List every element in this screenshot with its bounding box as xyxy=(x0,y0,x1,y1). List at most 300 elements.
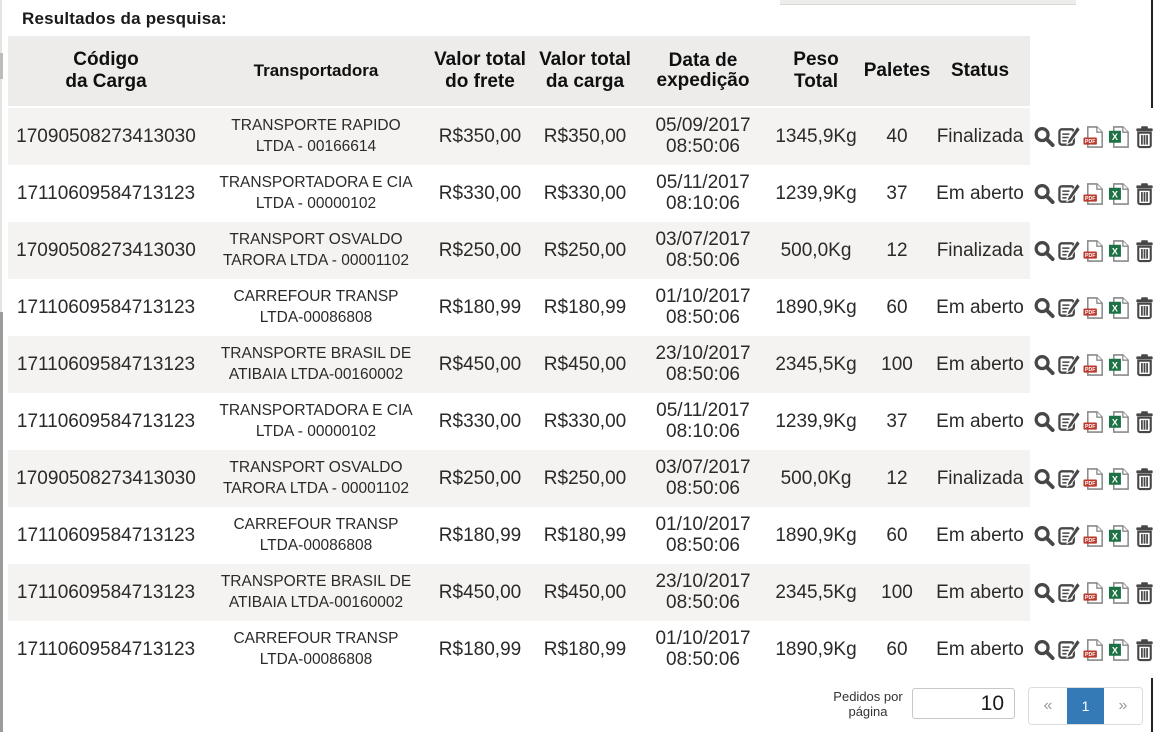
delete-button[interactable] xyxy=(1132,637,1156,663)
cell-paletes xyxy=(864,165,930,222)
magnifier-icon xyxy=(1033,353,1056,377)
peso-value: 1890,9Kg xyxy=(775,296,857,318)
col-header-line: do frete xyxy=(445,71,515,92)
export-excel-button[interactable] xyxy=(1107,295,1131,321)
col-header-peso-total xyxy=(768,36,864,106)
paletes-value: 40 xyxy=(886,125,908,147)
cell-valor-frete xyxy=(428,621,532,678)
data-expedicao-date: 23/10/2017 xyxy=(655,343,751,365)
pdf-file-icon xyxy=(1083,125,1106,149)
col-header-line: da carga xyxy=(545,71,625,92)
table-row xyxy=(8,621,1156,678)
data-expedicao-time: 08:50:06 xyxy=(666,477,740,499)
status-value: Finalizada xyxy=(936,239,1024,261)
edit-button[interactable] xyxy=(1057,238,1081,264)
cell-status xyxy=(930,621,1030,678)
peso-value: 1890,9Kg xyxy=(775,638,857,660)
view-button[interactable] xyxy=(1032,523,1056,549)
cell-peso-total xyxy=(768,108,864,165)
cell-status xyxy=(930,393,1030,450)
magnifier-icon xyxy=(1033,125,1056,149)
cell-status xyxy=(930,108,1030,165)
svg-text:PDF: PDF xyxy=(1084,252,1095,259)
transportadora-line2: LTDA-00086808 xyxy=(259,308,373,326)
peso-value: 1239,9Kg xyxy=(775,410,857,432)
status-value: Em aberto xyxy=(936,353,1024,375)
top-panel-edge xyxy=(780,0,1076,5)
cell-peso-total xyxy=(768,450,864,507)
codigo-value: 17110609584713123 xyxy=(16,353,196,375)
peso-value: 2345,5Kg xyxy=(775,353,857,375)
export-pdf-button[interactable] xyxy=(1082,352,1106,378)
delete-button[interactable] xyxy=(1132,523,1156,549)
col-header-data-expedicao xyxy=(638,36,768,106)
col-header-line: Valor total xyxy=(434,48,526,70)
pagination-page-1-button[interactable]: 1 xyxy=(1067,688,1104,724)
export-excel-button[interactable] xyxy=(1107,466,1131,492)
transportadora-line2: ATIBAIA LTDA-00160002 xyxy=(228,365,404,383)
edit-note-pencil-icon xyxy=(1058,638,1081,662)
export-pdf-button[interactable] xyxy=(1082,181,1106,207)
paletes-value: 100 xyxy=(881,353,913,375)
cell-status xyxy=(930,279,1030,336)
cell-transportadora xyxy=(204,393,428,450)
pdf-file-icon xyxy=(1083,296,1106,320)
cell-codigo xyxy=(8,336,204,393)
excel-file-icon xyxy=(1108,353,1131,377)
export-excel-button[interactable] xyxy=(1107,352,1131,378)
data-expedicao-date: 03/07/2017 xyxy=(655,457,751,479)
valor-frete-value: R$250,00 xyxy=(438,467,522,489)
codigo-value: 17090508273413030 xyxy=(16,125,196,147)
transportadora-line2: LTDA-00086808 xyxy=(259,650,373,668)
peso-value: 500,0Kg xyxy=(780,239,852,261)
trash-icon xyxy=(1133,239,1156,263)
cell-valor-frete xyxy=(428,393,532,450)
delete-button[interactable] xyxy=(1132,409,1156,435)
table-row xyxy=(8,108,1156,165)
excel-file-icon xyxy=(1108,638,1131,662)
edit-note-pencil-icon xyxy=(1058,353,1081,377)
valor-frete-value: R$180,99 xyxy=(438,524,522,546)
status-value: Em aberto xyxy=(936,296,1024,318)
valor-frete-value: R$330,00 xyxy=(438,410,522,432)
peso-value: 1890,9Kg xyxy=(775,524,857,546)
view-button[interactable] xyxy=(1032,295,1056,321)
transportadora-line1: TRANSPORTADORA E CIA xyxy=(219,402,413,420)
view-button[interactable] xyxy=(1032,238,1056,264)
status-value: Em aberto xyxy=(936,638,1024,660)
table-row xyxy=(8,165,1156,222)
data-expedicao-date: 03/07/2017 xyxy=(655,229,751,251)
cell-data-expedicao xyxy=(638,222,768,279)
cell-actions xyxy=(1030,108,1156,165)
transportadora-line2: TARORA LTDA - 00001102 xyxy=(222,479,410,497)
edit-button[interactable] xyxy=(1057,523,1081,549)
cell-actions xyxy=(1030,507,1156,564)
cell-transportadora xyxy=(204,165,428,222)
table-row xyxy=(8,279,1156,336)
table-row xyxy=(8,222,1156,279)
cell-valor-carga xyxy=(532,336,638,393)
export-excel-button[interactable] xyxy=(1107,580,1131,606)
transportadora-line1: CARREFOUR TRANSP xyxy=(233,516,399,534)
edit-button[interactable] xyxy=(1057,352,1081,378)
table-body xyxy=(8,108,1156,678)
cell-valor-carga xyxy=(532,222,638,279)
transportadora-line1: TRANSPORT OSVALDO xyxy=(229,459,403,477)
view-button[interactable] xyxy=(1032,580,1056,606)
delete-button[interactable] xyxy=(1132,352,1156,378)
trash-icon xyxy=(1133,296,1156,320)
view-button[interactable] xyxy=(1032,466,1056,492)
paletes-value: 12 xyxy=(886,467,908,489)
valor-carga-value: R$180,99 xyxy=(543,296,627,318)
data-expedicao-date: 01/10/2017 xyxy=(655,286,751,308)
cell-paletes xyxy=(864,621,930,678)
export-excel-button[interactable] xyxy=(1107,181,1131,207)
export-pdf-button[interactable] xyxy=(1082,637,1106,663)
transportadora-line2: ATIBAIA LTDA-00160002 xyxy=(228,593,404,611)
cell-valor-frete xyxy=(428,108,532,165)
data-expedicao-date: 05/11/2017 xyxy=(656,172,750,194)
cell-valor-carga xyxy=(532,450,638,507)
magnifier-icon xyxy=(1033,182,1056,206)
delete-button[interactable] xyxy=(1132,124,1156,150)
status-value: Em aberto xyxy=(936,581,1024,603)
export-excel-button[interactable] xyxy=(1107,409,1131,435)
excel-file-icon xyxy=(1108,410,1131,434)
col-header-valor-carga xyxy=(532,36,638,106)
svg-text:PDF: PDF xyxy=(1084,651,1095,658)
delete-button[interactable] xyxy=(1132,238,1156,264)
export-excel-button[interactable] xyxy=(1107,637,1131,663)
edit-button[interactable] xyxy=(1057,580,1081,606)
paletes-value: 60 xyxy=(886,638,908,660)
codigo-value: 17110609584713123 xyxy=(16,410,196,432)
excel-file-icon xyxy=(1108,581,1131,605)
pagination-next-button[interactable]: » xyxy=(1104,688,1142,724)
table-row xyxy=(8,393,1156,450)
cell-codigo xyxy=(8,222,204,279)
cell-actions xyxy=(1030,279,1156,336)
col-header-codigo xyxy=(8,36,204,106)
status-value: Finalizada xyxy=(936,125,1024,147)
data-expedicao-date: 05/09/2017 xyxy=(655,115,751,137)
status-value: Em aberto xyxy=(936,524,1024,546)
delete-button[interactable] xyxy=(1132,580,1156,606)
valor-carga-value: R$330,00 xyxy=(543,182,627,204)
trash-icon xyxy=(1133,467,1156,491)
valor-frete-value: R$250,00 xyxy=(438,239,522,261)
view-button[interactable] xyxy=(1032,409,1056,435)
pdf-file-icon xyxy=(1083,239,1106,263)
trash-icon xyxy=(1133,410,1156,434)
results-table xyxy=(8,36,1156,678)
excel-file-icon xyxy=(1108,125,1131,149)
trash-icon xyxy=(1133,524,1156,548)
pagination xyxy=(1028,687,1143,725)
col-header-line: Transportadora xyxy=(253,60,379,80)
table-row xyxy=(8,564,1156,621)
svg-text:PDF: PDF xyxy=(1084,594,1095,601)
svg-text:X: X xyxy=(1111,416,1118,427)
per-page-label-line1: Pedidos por xyxy=(833,689,903,704)
data-expedicao-time: 08:50:06 xyxy=(666,363,740,385)
codigo-value: 17110609584713123 xyxy=(16,524,196,546)
export-pdf-button[interactable] xyxy=(1082,523,1106,549)
cell-actions xyxy=(1030,165,1156,222)
edit-button[interactable] xyxy=(1057,637,1081,663)
cell-valor-frete xyxy=(428,564,532,621)
valor-carga-value: R$250,00 xyxy=(543,239,627,261)
cell-status xyxy=(930,336,1030,393)
view-button[interactable] xyxy=(1032,124,1056,150)
magnifier-icon xyxy=(1033,524,1056,548)
cell-transportadora xyxy=(204,108,428,165)
cell-actions xyxy=(1030,222,1156,279)
svg-text:X: X xyxy=(1111,473,1118,484)
cell-transportadora xyxy=(204,507,428,564)
data-expedicao-time: 08:50:06 xyxy=(666,534,740,556)
table-row xyxy=(8,336,1156,393)
trash-icon xyxy=(1133,638,1156,662)
cell-valor-frete xyxy=(428,450,532,507)
col-header-line: Valor total xyxy=(539,48,631,70)
valor-carga-value: R$250,00 xyxy=(543,467,627,489)
export-pdf-button[interactable] xyxy=(1082,580,1106,606)
export-excel-button[interactable] xyxy=(1107,523,1131,549)
svg-text:X: X xyxy=(1111,359,1118,370)
edit-button[interactable] xyxy=(1057,295,1081,321)
export-pdf-button[interactable] xyxy=(1082,124,1106,150)
paletes-value: 37 xyxy=(886,182,908,204)
trash-icon xyxy=(1133,125,1156,149)
export-pdf-button[interactable] xyxy=(1082,238,1106,264)
codigo-value: 17090508273413030 xyxy=(16,467,196,489)
pdf-file-icon xyxy=(1083,182,1106,206)
cell-paletes xyxy=(864,108,930,165)
col-header-paletes xyxy=(864,36,930,106)
valor-carga-value: R$350,00 xyxy=(543,125,627,147)
cell-valor-carga xyxy=(532,621,638,678)
cell-status xyxy=(930,564,1030,621)
cell-valor-frete xyxy=(428,507,532,564)
magnifier-icon xyxy=(1033,296,1056,320)
cell-paletes xyxy=(864,336,930,393)
delete-button[interactable] xyxy=(1132,181,1156,207)
cell-valor-frete xyxy=(428,222,532,279)
cell-valor-carga xyxy=(532,393,638,450)
transportadora-line2: LTDA - 00000102 xyxy=(255,422,377,440)
codigo-value: 17110609584713123 xyxy=(16,638,196,660)
data-expedicao-time: 08:50:06 xyxy=(666,306,740,328)
pdf-file-icon xyxy=(1083,353,1106,377)
delete-button[interactable] xyxy=(1132,466,1156,492)
per-page-label xyxy=(826,690,910,720)
pdf-file-icon xyxy=(1083,581,1106,605)
cell-valor-carga xyxy=(532,507,638,564)
cell-valor-carga xyxy=(532,108,638,165)
cell-actions xyxy=(1030,336,1156,393)
transportadora-line1: CARREFOUR TRANSP xyxy=(233,630,399,648)
cell-status xyxy=(930,450,1030,507)
col-header-line: Data de xyxy=(668,49,738,71)
transportadora-line2: LTDA - 00166614 xyxy=(255,137,377,155)
cell-transportadora xyxy=(204,564,428,621)
data-expedicao-date: 01/10/2017 xyxy=(655,514,751,536)
transportadora-line2: TARORA LTDA - 00001102 xyxy=(222,251,410,269)
transportadora-line1: TRANSPORT OSVALDO xyxy=(229,231,403,249)
valor-frete-value: R$330,00 xyxy=(438,182,522,204)
transportadora-line1: TRANSPORTE BRASIL DE xyxy=(220,345,412,363)
cell-valor-carga xyxy=(532,279,638,336)
svg-text:PDF: PDF xyxy=(1084,537,1095,544)
magnifier-icon xyxy=(1033,239,1056,263)
col-header-line: Paletes xyxy=(863,59,931,81)
cell-data-expedicao xyxy=(638,621,768,678)
svg-text:PDF: PDF xyxy=(1084,366,1095,373)
left-scrollbar-notch xyxy=(0,53,3,79)
edit-button[interactable] xyxy=(1057,124,1081,150)
data-expedicao-time: 08:50:06 xyxy=(666,249,740,271)
cell-codigo xyxy=(8,450,204,507)
svg-text:PDF: PDF xyxy=(1084,309,1095,316)
cell-actions xyxy=(1030,393,1156,450)
cell-transportadora xyxy=(204,222,428,279)
data-expedicao-date: 23/10/2017 xyxy=(655,571,751,593)
export-excel-button[interactable] xyxy=(1107,238,1131,264)
edit-note-pencil-icon xyxy=(1058,410,1081,434)
col-header-transportadora xyxy=(204,36,428,106)
cell-data-expedicao xyxy=(638,108,768,165)
cell-status xyxy=(930,165,1030,222)
pdf-file-icon xyxy=(1083,524,1106,548)
valor-frete-value: R$450,00 xyxy=(438,353,522,375)
peso-value: 2345,5Kg xyxy=(775,581,857,603)
valor-frete-value: R$350,00 xyxy=(438,125,522,147)
codigo-value: 17090508273413030 xyxy=(16,239,196,261)
col-header-valor-frete xyxy=(428,36,532,106)
per-page-label-line2: página xyxy=(848,703,888,719)
cell-peso-total xyxy=(768,621,864,678)
per-page-input[interactable] xyxy=(912,688,1015,719)
cell-peso-total xyxy=(768,393,864,450)
cell-valor-frete xyxy=(428,336,532,393)
cell-actions xyxy=(1030,564,1156,621)
export-excel-button[interactable] xyxy=(1107,124,1131,150)
cell-data-expedicao xyxy=(638,450,768,507)
cell-data-expedicao xyxy=(638,279,768,336)
edit-button[interactable] xyxy=(1057,409,1081,435)
data-expedicao-date: 01/10/2017 xyxy=(655,628,751,650)
valor-carga-value: R$450,00 xyxy=(543,353,627,375)
cell-peso-total xyxy=(768,222,864,279)
col-header-actions xyxy=(1030,36,1156,106)
transportadora-line1: TRANSPORTADORA E CIA xyxy=(219,174,413,192)
magnifier-icon xyxy=(1033,467,1056,491)
data-expedicao-date: 05/11/2017 xyxy=(656,400,750,422)
cell-transportadora xyxy=(204,279,428,336)
svg-text:X: X xyxy=(1111,131,1118,142)
cell-peso-total xyxy=(768,507,864,564)
edit-note-pencil-icon xyxy=(1058,467,1081,491)
valor-carga-value: R$450,00 xyxy=(543,581,627,603)
table-header-row xyxy=(8,36,1156,106)
cell-transportadora xyxy=(204,336,428,393)
cell-codigo xyxy=(8,621,204,678)
paletes-value: 12 xyxy=(886,239,908,261)
svg-text:PDF: PDF xyxy=(1084,480,1095,487)
transportadora-line1: TRANSPORTE RAPIDO xyxy=(231,117,401,135)
magnifier-icon xyxy=(1033,581,1056,605)
data-expedicao-time: 08:10:06 xyxy=(666,192,740,214)
data-expedicao-time: 08:50:06 xyxy=(666,135,740,157)
export-pdf-button[interactable] xyxy=(1082,409,1106,435)
valor-frete-value: R$180,99 xyxy=(438,638,522,660)
peso-value: 500,0Kg xyxy=(780,467,852,489)
cell-actions xyxy=(1030,450,1156,507)
col-header-line: Código xyxy=(73,48,139,70)
cell-codigo xyxy=(8,279,204,336)
cell-paletes xyxy=(864,507,930,564)
cell-codigo xyxy=(8,393,204,450)
cell-codigo xyxy=(8,507,204,564)
cell-paletes xyxy=(864,279,930,336)
edit-note-pencil-icon xyxy=(1058,296,1081,320)
transportadora-line2: LTDA - 00000102 xyxy=(255,194,377,212)
transportadora-line1: CARREFOUR TRANSP xyxy=(233,288,399,306)
data-expedicao-time: 08:50:06 xyxy=(666,648,740,670)
paletes-value: 37 xyxy=(886,410,908,432)
cell-data-expedicao xyxy=(638,165,768,222)
col-header-line: expedição xyxy=(656,70,750,91)
codigo-value: 17110609584713123 xyxy=(16,182,196,204)
pagination-prev-button[interactable]: « xyxy=(1029,688,1067,724)
view-button[interactable] xyxy=(1032,181,1056,207)
cell-valor-carga xyxy=(532,165,638,222)
cell-peso-total xyxy=(768,336,864,393)
valor-frete-value: R$450,00 xyxy=(438,581,522,603)
left-scrollbar-thumb[interactable] xyxy=(0,312,3,732)
cell-paletes xyxy=(864,222,930,279)
export-pdf-button[interactable] xyxy=(1082,466,1106,492)
data-expedicao-time: 08:50:06 xyxy=(666,591,740,613)
cell-transportadora xyxy=(204,621,428,678)
svg-text:X: X xyxy=(1111,245,1118,256)
cell-codigo xyxy=(8,165,204,222)
export-pdf-button[interactable] xyxy=(1082,295,1106,321)
excel-file-icon xyxy=(1108,239,1131,263)
excel-file-icon xyxy=(1108,524,1131,548)
edit-button[interactable] xyxy=(1057,466,1081,492)
paletes-value: 60 xyxy=(886,524,908,546)
svg-text:X: X xyxy=(1111,587,1118,598)
transportadora-line2: LTDA-00086808 xyxy=(259,536,373,554)
data-expedicao-time: 08:10:06 xyxy=(666,420,740,442)
cell-data-expedicao xyxy=(638,564,768,621)
table-row xyxy=(8,450,1156,507)
cell-status xyxy=(930,507,1030,564)
view-button[interactable] xyxy=(1032,637,1056,663)
cell-data-expedicao xyxy=(638,393,768,450)
valor-carga-value: R$180,99 xyxy=(543,524,627,546)
edit-note-pencil-icon xyxy=(1058,581,1081,605)
view-button[interactable] xyxy=(1032,352,1056,378)
delete-button[interactable] xyxy=(1132,295,1156,321)
table-row xyxy=(8,507,1156,564)
edit-button[interactable] xyxy=(1057,181,1081,207)
